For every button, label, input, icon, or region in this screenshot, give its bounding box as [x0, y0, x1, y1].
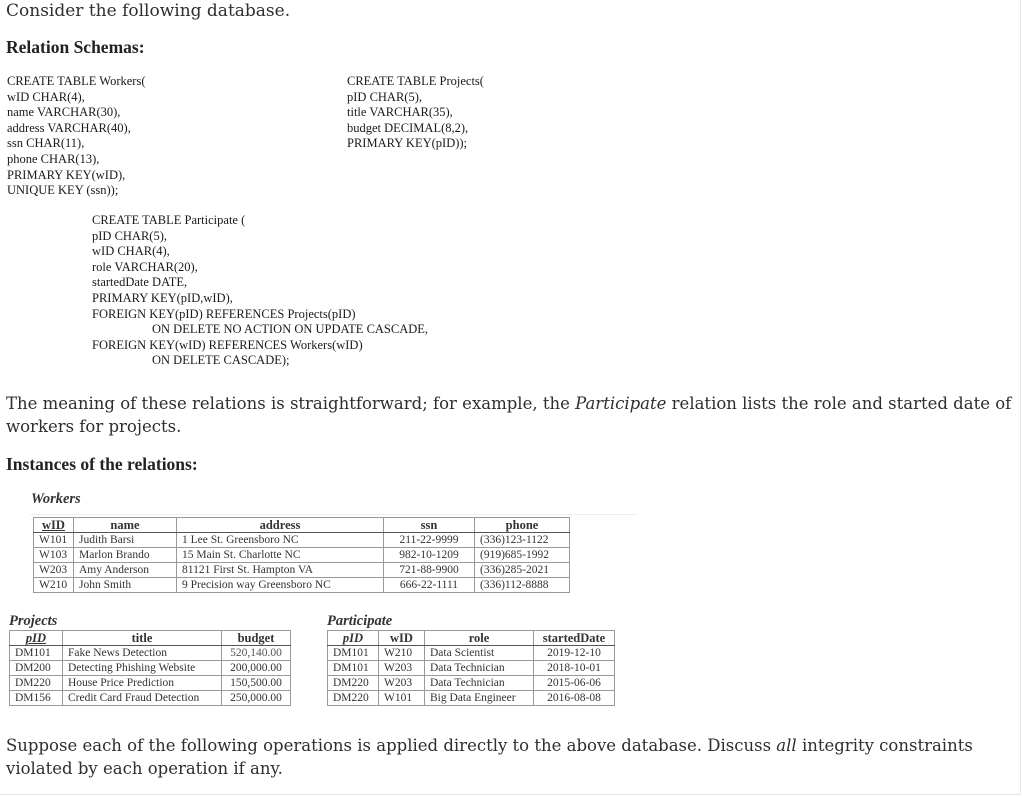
table-cell: 211-22-9999	[384, 533, 475, 548]
column-header: budget	[222, 631, 291, 646]
sql-line: wID CHAR(4),	[92, 244, 170, 259]
meaning-text-italic: Participate	[575, 394, 667, 413]
table-row	[34, 533, 570, 548]
table-cell: House Price Prediction	[63, 676, 222, 691]
table-cell: Detecting Phishing Website	[63, 661, 222, 676]
table-row	[10, 661, 291, 676]
table-cell: Credit Card Fraud Detection	[63, 691, 222, 706]
table-row	[10, 646, 291, 661]
column-header: wID	[379, 631, 425, 646]
table-cell: DM200	[10, 661, 63, 676]
sql-line: ssn CHAR(11),	[7, 136, 85, 151]
sql-line: ON DELETE NO ACTION ON UPDATE CASCADE,	[152, 322, 429, 337]
sql-line: wID CHAR(4),	[7, 89, 85, 104]
table-cell: (336)112-8888	[475, 578, 570, 593]
column-header: name	[74, 518, 177, 533]
table-cell: John Smith	[74, 578, 177, 593]
table-row	[328, 661, 615, 676]
table-cell: 250,000.00	[222, 691, 291, 706]
question-paragraph	[6, 734, 1006, 780]
table-cell: Data Scientist	[425, 646, 534, 661]
column-header: address	[177, 518, 384, 533]
table-cell: Data Technician	[425, 661, 534, 676]
table-cell: DM101	[328, 661, 379, 676]
table-row	[34, 563, 570, 578]
table-cell: DM220	[328, 691, 379, 706]
table-row	[328, 646, 615, 661]
table-row	[34, 548, 570, 563]
sql-line: FOREIGN KEY(pID) REFERENCES Projects(pID)	[92, 306, 356, 321]
table-cell: 15 Main St. Charlotte NC	[177, 548, 384, 563]
table-cell: 2018-10-01	[534, 661, 615, 676]
meaning-text-before: The meaning of these relations is straightforward; for example, the	[6, 394, 576, 413]
table-cell: W101	[379, 691, 425, 706]
table-row	[328, 691, 615, 706]
table-row	[328, 676, 615, 691]
column-header: title	[63, 631, 222, 646]
table-cell: W203	[379, 676, 425, 691]
table-cell: Data Technician	[425, 676, 534, 691]
table-cell: W203	[34, 563, 74, 578]
table-cell: W203	[379, 661, 425, 676]
table-cell: DM220	[10, 676, 63, 691]
table-cell: W101	[34, 533, 74, 548]
table-row	[10, 676, 291, 691]
sql-line: budget DECIMAL(8,2),	[347, 120, 469, 135]
sql-line: pID CHAR(5),	[347, 89, 422, 104]
column-header: pID	[10, 631, 63, 646]
question-text-italic: all	[776, 736, 797, 755]
column-header: pID	[328, 631, 379, 646]
sql-line: name VARCHAR(30),	[7, 105, 121, 120]
table-header-row	[34, 518, 570, 533]
table-cell: Judith Barsi	[74, 533, 177, 548]
table-cell: 982-10-1209	[384, 548, 475, 563]
column-header: startedDate	[534, 631, 615, 646]
column-header: phone	[475, 518, 570, 533]
sql-line: PRIMARY KEY(pID));	[347, 136, 468, 151]
table-cell: DM220	[328, 676, 379, 691]
table-cell: Big Data Engineer	[425, 691, 534, 706]
column-header: ssn	[384, 518, 475, 533]
table-cell: 2019-12-10	[534, 646, 615, 661]
sql-line: address VARCHAR(40),	[7, 120, 131, 135]
column-header: role	[425, 631, 534, 646]
table-row	[34, 578, 570, 593]
table-header-row	[328, 631, 615, 646]
table-cell: Fake News Detection	[63, 646, 222, 661]
meaning-paragraph	[6, 392, 1014, 438]
workers-create-statement	[7, 74, 146, 199]
table-cell: 2016-08-08	[534, 691, 615, 706]
table-cell: DM101	[328, 646, 379, 661]
table-cell: (336)123-1122	[475, 533, 570, 548]
sql-line: UNIQUE KEY (ssn));	[7, 183, 119, 198]
schemas-heading: Relation Schemas:	[6, 37, 145, 57]
table-cell: (919)685-1992	[475, 548, 570, 563]
question-text-before: Suppose each of the following operations is applied directly to the above database. Discuss	[6, 736, 777, 755]
sql-line: CREATE TABLE Projects(	[347, 74, 484, 88]
table-cell: 666-22-1111	[384, 578, 475, 593]
table-cell: 150,500.00	[222, 676, 291, 691]
table-cell: Marlon Brando	[74, 548, 177, 563]
sql-line: ON DELETE CASCADE);	[152, 353, 290, 368]
table-cell: 9 Precision way Greensboro NC	[177, 578, 384, 593]
sql-line: pID CHAR(5),	[92, 228, 167, 243]
instances-heading: Instances of the relations:	[6, 454, 198, 474]
table-cell: W103	[34, 548, 74, 563]
sql-line: FOREIGN KEY(wID) REFERENCES Workers(wID)	[92, 337, 363, 352]
workers-table-label: Workers	[31, 491, 81, 507]
sql-line: PRIMARY KEY(wID),	[7, 167, 126, 182]
projects-table	[9, 630, 291, 706]
question-text-after: integrity constraints violated by each operation if any.	[6, 736, 973, 778]
participate-table	[327, 630, 615, 706]
workers-table	[33, 517, 570, 593]
column-header: wID	[34, 518, 74, 533]
table-cell: Amy Anderson	[74, 563, 177, 578]
sql-line: role VARCHAR(20),	[92, 259, 198, 274]
participate-table-label: Participate	[327, 613, 393, 629]
table-cell: 200,000.00	[222, 661, 291, 676]
sql-line: CREATE TABLE Workers(	[7, 74, 146, 88]
table-cell: DM101	[10, 646, 63, 661]
workers-table-container	[30, 514, 638, 600]
table-cell: 1 Lee St. Greensboro NC	[177, 533, 384, 548]
table-cell: (336)285-2021	[475, 563, 570, 578]
table-cell: 721-88-9900	[384, 563, 475, 578]
table-cell: W210	[379, 646, 425, 661]
table-header-row	[10, 631, 291, 646]
sql-line: CREATE TABLE Participate (	[92, 213, 246, 227]
sql-line: PRIMARY KEY(pID,wID),	[92, 290, 233, 305]
table-cell: 2015-06-06	[534, 676, 615, 691]
intro-text: Consider the following database.	[6, 1, 291, 21]
table-cell: DM156	[10, 691, 63, 706]
table-cell: W210	[34, 578, 74, 593]
participate-create-statement	[92, 213, 428, 369]
projects-table-label: Projects	[9, 613, 58, 629]
table-row	[10, 691, 291, 706]
projects-create-statement	[347, 74, 484, 152]
sql-line: title VARCHAR(35),	[347, 105, 453, 120]
table-cell: 520,140.00	[222, 646, 291, 661]
sql-line: phone CHAR(13),	[7, 151, 100, 166]
meaning-text-after: relation lists the role and started date of workers for projects.	[6, 394, 1012, 436]
sql-line: startedDate DATE,	[92, 275, 188, 290]
table-cell: 81121 First St. Hampton VA	[177, 563, 384, 578]
